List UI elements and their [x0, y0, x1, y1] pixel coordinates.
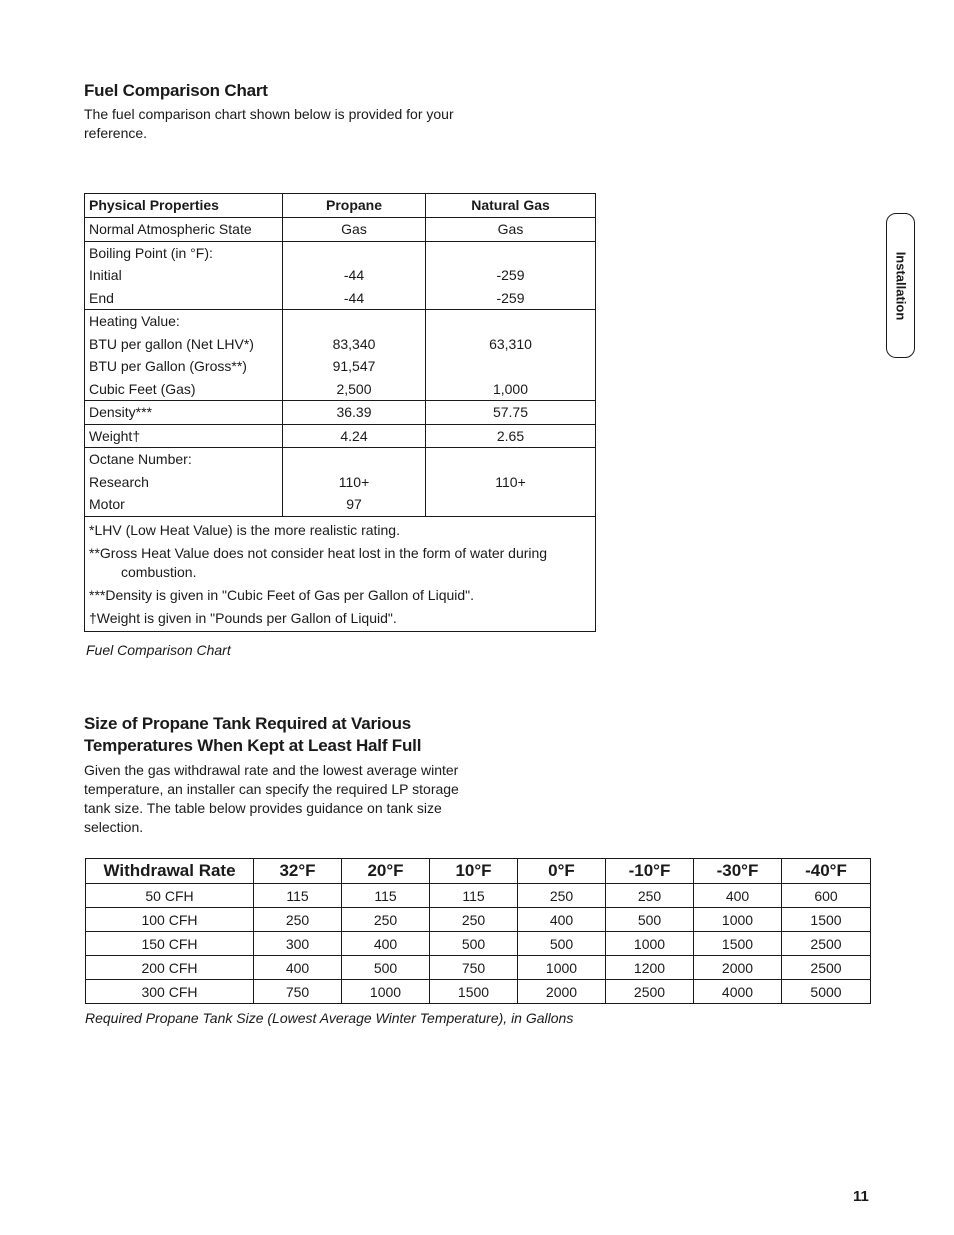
propane-value: 97 [346, 496, 362, 512]
table-row [85, 424, 596, 448]
tank-size-cell: 1000 [606, 932, 694, 956]
fuel-table-header-row [85, 194, 596, 218]
header-temperature: 20°F [342, 859, 430, 884]
header-temperature: -40°F [782, 859, 871, 884]
table-row [86, 932, 871, 956]
row-label: Normal Atmospheric State [89, 221, 252, 237]
row-sublabel: Motor [89, 496, 125, 512]
tank-size-table [85, 858, 871, 1004]
tank-size-cell: 115 [430, 884, 518, 908]
natural-gas-value: -259 [496, 289, 525, 306]
row-sublabel: Research [89, 473, 149, 490]
tank-size-cell: 250 [606, 884, 694, 908]
table-row [85, 401, 596, 425]
header-natural-gas: Natural Gas [426, 194, 596, 218]
header-temperature: -10°F [606, 859, 694, 884]
tank-size-cell: 4000 [694, 980, 782, 1004]
row-sublabel: Cubic Feet (Gas) [89, 380, 196, 397]
tank-size-cell: 1000 [694, 908, 782, 932]
tank-size-cell: 1200 [606, 956, 694, 980]
propane-value: 2,500 [336, 380, 372, 397]
tank-size-cell: 250 [254, 908, 342, 932]
row-sublabel: End [89, 289, 114, 306]
natural-gas-value: -259 [496, 267, 525, 283]
table-row [85, 448, 596, 517]
propane-value: 110+ [338, 473, 370, 490]
tank-size-cell: 1000 [342, 980, 430, 1004]
natural-gas-value: Gas [497, 221, 524, 237]
row-sublabel: BTU per Gallon (Gross**) [89, 358, 247, 374]
tank-size-cell: 750 [430, 956, 518, 980]
fuel-comparison-table [84, 193, 596, 632]
natural-gas-value: 110+ [495, 473, 526, 490]
table-row [86, 884, 871, 908]
table-row [85, 218, 596, 242]
header-temperature: 10°F [430, 859, 518, 884]
propane-value: Gas [341, 221, 367, 237]
table-row [85, 241, 596, 310]
tank-table-header-row [86, 859, 871, 884]
tank-size-cell: 400 [342, 932, 430, 956]
footnote-gross: **Gross Heat Value does not consider heat lost in the form of water during combustion. [89, 544, 548, 580]
table-row [85, 310, 596, 401]
tank-section-heading: Size of Propane Tank Required at Various Temperatures When Kept at Least Half Full [84, 714, 422, 755]
tank-size-cell: 1500 [694, 932, 782, 956]
fuel-intro: The fuel comparison chart shown below is provided for your reference. [84, 106, 454, 141]
tank-size-cell: 400 [518, 908, 606, 932]
row-sublabel: Initial [89, 267, 122, 283]
section-side-tab [886, 213, 915, 358]
header-propane: Propane [283, 194, 426, 218]
fuel-table-caption: Fuel Comparison Chart [86, 642, 231, 658]
header-withdrawal-rate: Withdrawal Rate [86, 859, 254, 884]
row-label: Octane Number: [89, 451, 192, 467]
tank-size-cell: 750 [254, 980, 342, 1004]
tank-size-cell: 500 [430, 932, 518, 956]
row-label: Weight† [89, 427, 141, 444]
tank-size-cell: 250 [430, 908, 518, 932]
tank-size-cell: 500 [342, 956, 430, 980]
header-temperature: 0°F [518, 859, 606, 884]
natural-gas-value: 57.75 [492, 404, 529, 420]
footnote-weight: †Weight is given in "Pounds per Gallon of Liquid". [89, 609, 397, 626]
tank-size-cell: 115 [342, 884, 430, 908]
header-physical-properties: Physical Properties [85, 194, 283, 218]
tank-size-cell: 600 [782, 884, 871, 908]
tank-size-cell: 400 [694, 884, 782, 908]
tank-size-cell: 400 [254, 956, 342, 980]
withdrawal-rate-cell: 50 CFH [86, 884, 254, 908]
page-number: 11 [853, 1188, 869, 1205]
table-row [86, 980, 871, 1004]
natural-gas-value: 2.65 [496, 427, 525, 444]
propane-value: 91,547 [332, 358, 376, 374]
tank-size-cell: 1500 [430, 980, 518, 1004]
tank-size-cell: 5000 [782, 980, 871, 1004]
row-label: Heating Value: [89, 313, 180, 329]
tank-size-cell: 1500 [782, 908, 871, 932]
withdrawal-rate-cell: 300 CFH [86, 980, 254, 1004]
tank-size-cell: 1000 [518, 956, 606, 980]
tank-table-caption: Required Propane Tank Size (Lowest Average Winter Temperature), in Gallons [85, 1010, 574, 1026]
tank-size-cell: 2500 [782, 956, 871, 980]
natural-gas-value: 1,000 [492, 380, 529, 397]
tank-size-cell: 500 [518, 932, 606, 956]
table-row [86, 956, 871, 980]
side-tab-label: Installation [893, 251, 908, 320]
row-label: Boiling Point (in °F): [89, 244, 213, 261]
propane-value: -44 [343, 267, 365, 283]
withdrawal-rate-cell: 200 CFH [86, 956, 254, 980]
header-temperature: 32°F [254, 859, 342, 884]
tank-size-cell: 250 [342, 908, 430, 932]
propane-value: 4.24 [340, 427, 368, 444]
withdrawal-rate-cell: 100 CFH [86, 908, 254, 932]
tank-size-cell: 300 [254, 932, 342, 956]
tank-size-cell: 500 [606, 908, 694, 932]
tank-size-cell: 115 [254, 884, 342, 908]
row-label: Density*** [89, 404, 153, 420]
fuel-section-heading: Fuel Comparison Chart [84, 81, 268, 100]
header-temperature: -30°F [694, 859, 782, 884]
tank-size-cell: 2500 [606, 980, 694, 1004]
withdrawal-rate-cell: 150 CFH [86, 932, 254, 956]
tank-size-cell: 250 [518, 884, 606, 908]
tank-size-cell: 2000 [518, 980, 606, 1004]
footnote-lhv: *LHV (Low Heat Value) is the more realistic rating. [89, 521, 400, 538]
propane-value: 36.39 [336, 404, 372, 420]
tank-size-cell: 2500 [782, 932, 871, 956]
row-sublabel: BTU per gallon (Net LHV*) [89, 335, 254, 352]
tank-intro: Given the gas withdrawal rate and the lowest average winter temperature, an installer can specify the required LP storage tank size. The table below provides guidance on tank size selection. [84, 762, 459, 835]
table-row [86, 908, 871, 932]
notes-row [85, 516, 596, 631]
footnote-density: ***Density is given in "Cubic Feet of Gas per Gallon of Liquid". [89, 586, 475, 603]
tank-size-cell: 2000 [694, 956, 782, 980]
propane-value: 83,340 [332, 335, 376, 352]
propane-value: -44 [343, 289, 365, 306]
natural-gas-value: 63,310 [489, 335, 532, 352]
